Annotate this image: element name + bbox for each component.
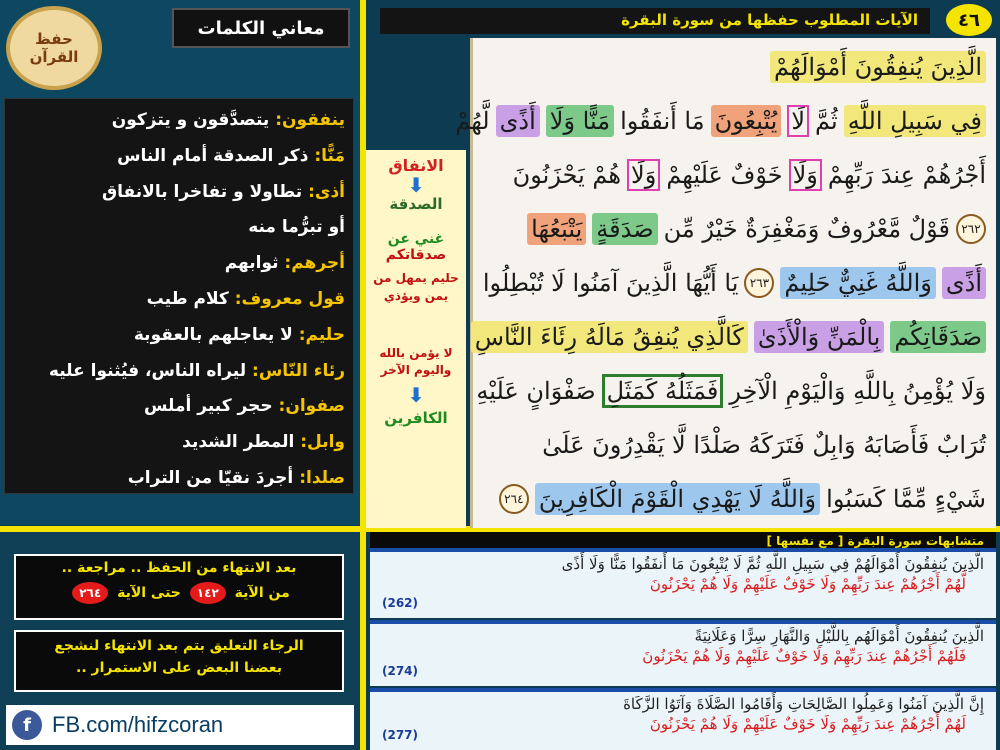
meaning-text: أجردَ نقيّا من التراب [127, 467, 294, 488]
arrow-down-icon: ⬇ [407, 173, 425, 197]
similar-verse-number: (274) [382, 664, 419, 678]
verse-segment: شَيْءٍ مِّمَّا كَسَبُوا [826, 485, 986, 513]
similar-verse-line1: الَّذِينَ يُنفِقُونَ أَمْوَالَهُمْ فِي سَبِيلِ اللَّهِ ثُمَّ لَا يُتْبِعُونَ مَا أَنفَقُوا مَنًّا وَلَا أَذًى [561, 555, 984, 573]
facebook-link[interactable] [6, 705, 354, 745]
verse-line-4 [527, 204, 986, 254]
verse-segment: الَّذِينَ يُنفِقُونَ أَمْوَالَهُمْ [770, 51, 986, 83]
note-halim-1: حليم يمهل من [373, 271, 459, 285]
meaning-word: حليم: [298, 324, 345, 345]
verse-segment: يَتْبَعُهَا [527, 213, 586, 245]
verse-number-262: ٢٦٢ [956, 214, 986, 244]
page-number-badge: ٤٦ [946, 4, 992, 36]
review-to-number: ٢٦٤ [72, 582, 108, 604]
verse-line-9 [499, 474, 986, 524]
verse-segment: بِالْمَنِّ وَالْأَذَىٰ [754, 321, 885, 353]
verse-segment: أَجْرُهُمْ عِندَ رَبِّهِمْ [827, 161, 986, 189]
meaning-word: صفوان: [278, 396, 345, 417]
review-line2 [20, 582, 338, 604]
verse-segment: كَالَّذِي يُنفِقُ مَالَهُ رِئَاءَ النَّاسِ [471, 321, 748, 353]
verse-number-264: ٢٦٤ [499, 484, 529, 514]
similar-verses-header: متشابهات سورة البقرة [ مع نفسها ] [370, 532, 996, 552]
verse-segment: وَلَا [789, 159, 822, 191]
meaning-row [13, 354, 345, 390]
review-from-number: ١٤٢ [190, 582, 226, 604]
meaning-row [13, 461, 345, 497]
verse-segment: مَنًّا وَلَا [546, 105, 614, 137]
meaning-text: يتصدَّقون و يتزكون [111, 110, 270, 130]
similar-verse-line2: لَهُمْ أَجْرُهُمْ عِندَ رَبِّهِمْ وَلَا خَوْفٌ عَلَيْهِمْ وَلَا هُمْ يَحْزَنُونَ [649, 715, 966, 733]
logo-line1: حفظ [35, 30, 73, 48]
meaning-text: ثوابهم [224, 253, 279, 274]
verse-segment: أَذًى [942, 267, 986, 299]
meaning-row [13, 139, 345, 175]
meaning-word: وابل: [300, 432, 345, 453]
note-sadaqa: الصدقة [389, 195, 443, 213]
meaning-word: رئاء النّاس: [252, 360, 345, 381]
verse-segment: وَلَا يُؤْمِنُ بِاللَّهِ وَالْيَوْمِ الْآخِرِ [729, 377, 986, 405]
meaning-word: مَنًّا: [314, 145, 345, 166]
review-from-label: من الآية [234, 585, 290, 601]
meaning-row [13, 389, 345, 425]
note-sadaqatikum: صدقاتكم [385, 247, 447, 263]
review-line1: بعد الانتهاء من الحفظ .. مراجعة .. [61, 560, 297, 576]
similar-verse-card [370, 688, 996, 750]
verse-line-6 [471, 312, 986, 362]
verses-header: الآيات المطلوب حفظها من سورة البقرة [380, 8, 930, 34]
meaning-row [13, 425, 345, 461]
verse-line-2 [455, 96, 986, 146]
verse-line-1 [770, 42, 986, 92]
verse-segment: يُتْبِعُونَ [711, 105, 782, 137]
facebook-icon: f [12, 710, 42, 740]
verse-segment: وَاللَّهُ غَنِيٌّ حَلِيمٌ [780, 267, 935, 299]
note-kafirun: الكافرين [384, 409, 448, 427]
verse-number-263: ٢٦٣ [744, 268, 774, 298]
verse-segment: صَفْوَانٍ عَلَيْهِ [476, 377, 596, 405]
facebook-url[interactable]: FB.com/hifzcoran [52, 712, 224, 737]
verse-segment: تُرَابٌ فَأَصَابَهُ وَابِلٌ فَتَرَكَهُ صَلْدًا لَّا يَقْدِرُونَ عَلَىٰ [542, 431, 986, 459]
similar-verse-line1: الَّذِينَ يُنفِقُونَ أَمْوَالَهُم بِاللَّيْلِ وَالنَّهَارِ سِرًّا وَعَلَانِيَةً [694, 627, 984, 645]
meaning-text: كلام طيب [146, 288, 229, 309]
meaning-word: قول معروف: [234, 288, 345, 309]
verse-segment: ثُمَّ [815, 107, 838, 135]
meanings-list [4, 98, 354, 494]
verse-segment: وَاللَّهُ لَا يَهْدِي الْقَوْمَ الْكَافِرِينَ [535, 483, 820, 515]
note-kafir-2: واليوم الآخر [380, 363, 452, 377]
meaning-text: المطر الشديد [182, 432, 295, 453]
meaning-row [13, 103, 345, 139]
verse-segment: فِي سَبِيلِ اللَّهِ [844, 105, 986, 137]
meaning-row [13, 246, 345, 282]
meaning-text: ليراه الناس، فيُثنوا عليه [48, 360, 247, 381]
comment-line1: الرجاء التعليق بتم بعد الانتهاء لنشجع [54, 638, 304, 654]
verse-segment: صَدَقَاتِكُم [890, 321, 986, 353]
note-halim-2: يمن ويؤذي [383, 289, 449, 303]
note-ghani: غني عن [387, 231, 445, 247]
verse-segment: لَّهُمْ [455, 107, 490, 135]
verse-segment: هُمْ يَحْزَنُونَ [512, 161, 622, 189]
arrow-down-icon: ⬇ [407, 383, 425, 407]
similar-verse-number: (262) [382, 596, 419, 610]
meaning-row [13, 175, 345, 211]
verse-segment: صَدَقَةٍ [592, 213, 657, 245]
meaning-word: أجرهم: [284, 253, 345, 274]
hifz-quran-logo [6, 6, 102, 90]
similar-verse-line1: إِنَّ الَّذِينَ آمَنُوا وَعَمِلُوا الصَّالِحَاتِ وَأَقَامُوا الصَّلَاةَ وَآتَوُا الزَّكَاةَ [623, 695, 984, 713]
verse-segment: قَوْلٌ مَّعْرُوفٌ وَمَغْفِرَةٌ خَيْرٌ مِّن [663, 215, 950, 243]
logo-line2: القرآن [29, 48, 79, 66]
similar-verse-line2: لَّهُمْ أَجْرُهُمْ عِندَ رَبِّهِمْ وَلَا خَوْفٌ عَلَيْهِمْ وَلَا هُمْ يَحْزَنُونَ [649, 575, 966, 593]
meaning-text: تطاولا و تفاخرا بالانفاق [101, 181, 303, 202]
verse-segment: خَوْفٌ عَلَيْهِمْ [666, 161, 783, 189]
meaning-word: أذى: [308, 181, 345, 202]
verse-segment: فَمَثَلُهُ كَمَثَلِ [602, 374, 724, 408]
similar-verse-card [370, 548, 996, 618]
meaning-row [13, 282, 345, 318]
verse-segment: لَا [787, 105, 809, 137]
verse-line-8 [542, 420, 986, 470]
meaning-text: لا يعاجلهم بالعقوبة [133, 324, 293, 345]
similar-verse-card [370, 620, 996, 686]
verse-segment: يَا أَيُّهَا الَّذِينَ آمَنُوا لَا تُبْطِلُوا [482, 269, 739, 297]
meaning-word: صلدا: [299, 467, 345, 488]
side-notes [366, 150, 466, 528]
meaning-text: ذكر الصدقة أمام الناس [117, 145, 309, 166]
verse-segment: وَلَا [627, 159, 660, 191]
review-to-label: حتى الآية [117, 585, 181, 601]
meanings-title: معاني الكلمات [172, 8, 350, 48]
mushaf-page [455, 38, 996, 528]
note-infaq: الانفاق [388, 156, 444, 175]
review-box [14, 554, 344, 620]
meaning-text: حجر كبير أملس [144, 396, 273, 417]
meaning-text: أو تبرُّما منه [248, 217, 345, 238]
similar-verse-line2: فَلَهُمْ أَجْرُهُمْ عِندَ رَبِّهِمْ وَلَا خَوْفٌ عَلَيْهِمْ وَلَا هُمْ يَحْزَنُونَ [642, 647, 966, 665]
meaning-row [13, 318, 345, 354]
verse-line-3 [513, 150, 986, 200]
comment-line2: بعضنا البعض على الاستمرار .. [76, 660, 282, 676]
verse-segment: أَذًى [496, 105, 540, 137]
verse-line-5 [483, 258, 986, 308]
meaning-word: ينفقون: [275, 110, 345, 130]
verse-segment: مَا أَنفَقُوا [620, 107, 705, 135]
similar-verse-number: (277) [382, 728, 419, 742]
meaning-row [13, 210, 345, 246]
verse-line-7 [476, 366, 986, 416]
note-kafir-1: لا يؤمن بالله [379, 346, 453, 360]
comment-box [14, 630, 344, 692]
